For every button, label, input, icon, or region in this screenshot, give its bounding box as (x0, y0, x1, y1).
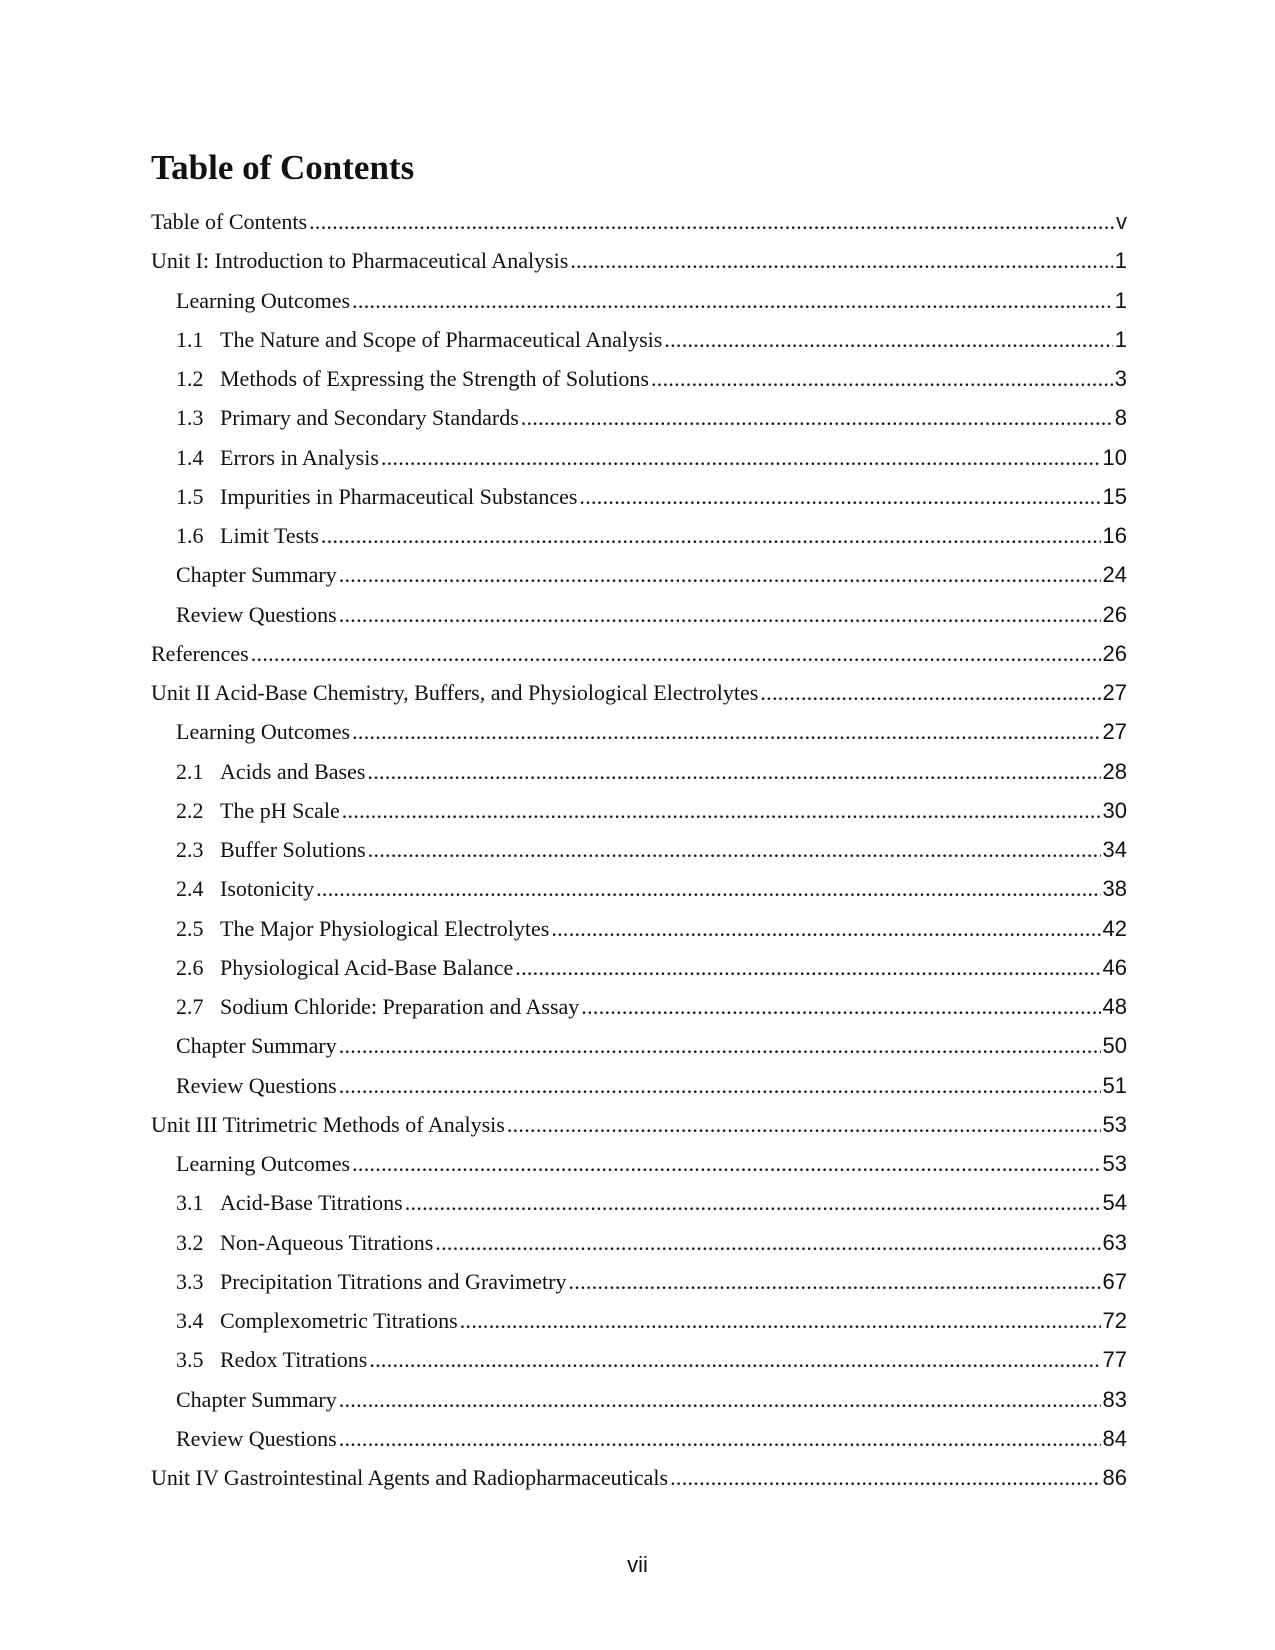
toc-entry-title: Redox Titrations (220, 1347, 368, 1373)
toc-entry-number: 1.5 (176, 483, 204, 509)
toc-entry-page: 38 (1102, 876, 1127, 902)
toc-entry-number: 2.6 (176, 954, 204, 980)
toc-entry-page: 53 (1102, 1111, 1127, 1137)
toc-entry-number: 3.5 (176, 1347, 204, 1373)
dot-leader (339, 602, 1101, 628)
toc-entry-title: Chapter Summary (176, 1033, 337, 1059)
toc-entry-page: 15 (1102, 483, 1127, 509)
toc-entry-number: 2.1 (176, 758, 204, 784)
toc-entry-title: Table of Contents (151, 209, 308, 234)
dot-leader (568, 1269, 1100, 1295)
toc-entry[interactable] (151, 1033, 1127, 1072)
toc-entry-title: Impurities in Pharmaceutical Substances (220, 483, 578, 509)
toc-entry[interactable] (151, 837, 1127, 876)
toc-entry-number: 2.7 (176, 994, 204, 1019)
dot-leader (352, 1151, 1100, 1177)
toc-entry-page: 46 (1102, 954, 1127, 980)
toc-entry-page: 1 (1114, 287, 1127, 313)
toc-entry-number: 1.4 (176, 444, 204, 470)
toc-entry-page: 86 (1102, 1465, 1127, 1490)
toc-entry-title: The pH Scale (220, 797, 340, 823)
toc-entry-number: 2.2 (176, 797, 204, 823)
toc-entry-title: Chapter Summary (176, 1386, 337, 1412)
page-title: Table of Contents (151, 148, 415, 187)
dot-leader (342, 798, 1101, 824)
dot-leader (339, 1033, 1101, 1059)
toc-entry-title: Acids and Bases (220, 758, 366, 784)
toc-entry[interactable] (151, 602, 1127, 641)
toc-entry[interactable] (151, 916, 1127, 955)
toc-entry-number: 3.3 (176, 1268, 204, 1294)
toc-entry-title: Review Questions (176, 1072, 337, 1098)
toc-entry-page: 8 (1114, 405, 1127, 431)
toc-entry-title: Chapter Summary (176, 562, 337, 588)
dot-leader (368, 837, 1101, 863)
toc-entry-page: v (1116, 209, 1127, 234)
toc-entry-title: Limit Tests (220, 523, 319, 548)
toc-entry[interactable] (151, 248, 1127, 287)
toc-entry-title: Review Questions (176, 1425, 337, 1451)
toc-entry[interactable] (151, 1347, 1127, 1386)
toc-entry-page: 83 (1102, 1386, 1127, 1412)
dot-leader (581, 994, 1100, 1020)
dot-leader (435, 1230, 1100, 1256)
toc-entry-title: Non-Aqueous Titrations (220, 1229, 434, 1255)
toc-entry[interactable] (151, 562, 1127, 601)
toc-entry[interactable] (151, 994, 1127, 1033)
dot-leader (381, 445, 1101, 471)
toc-entry-page: 84 (1102, 1425, 1127, 1451)
toc-entry-number: 1.6 (176, 523, 204, 548)
toc-entry[interactable] (151, 445, 1127, 484)
dot-leader (352, 719, 1100, 745)
toc-entry-page: 77 (1102, 1347, 1127, 1373)
toc-entry-page: 34 (1102, 837, 1127, 862)
dot-leader (460, 1308, 1101, 1334)
toc-entry-page: 48 (1102, 994, 1127, 1019)
dot-leader (339, 1073, 1101, 1099)
toc-entry[interactable] (151, 876, 1127, 915)
toc-entry-number: 2.5 (176, 915, 204, 941)
toc-entry[interactable] (151, 1073, 1127, 1112)
dot-leader (521, 405, 1113, 431)
toc-entry[interactable] (151, 1387, 1127, 1426)
dot-leader (316, 876, 1100, 902)
dot-leader (369, 1347, 1100, 1373)
toc-entry-number: 1.1 (176, 326, 204, 352)
dot-leader (321, 523, 1101, 549)
toc-entry-page: 27 (1102, 680, 1127, 705)
toc-entry[interactable] (151, 1465, 1127, 1504)
toc-entry-number: 2.3 (176, 837, 204, 862)
dot-leader (664, 327, 1112, 353)
toc-entry[interactable] (151, 759, 1127, 798)
toc-entry-title: Buffer Solutions (220, 837, 366, 862)
dot-leader (309, 209, 1114, 235)
toc-entry-title: Physiological Acid-Base Balance (220, 954, 514, 980)
toc-entry[interactable] (151, 1269, 1127, 1308)
toc-entry[interactable] (151, 327, 1127, 366)
toc-entry-page: 30 (1102, 797, 1127, 823)
toc-entry-page: 54 (1102, 1190, 1127, 1216)
toc-entry[interactable] (151, 405, 1127, 444)
toc-entry-page: 50 (1102, 1033, 1127, 1059)
toc-entry-number: 1.3 (176, 405, 204, 431)
toc-entry-page: 51 (1102, 1072, 1127, 1098)
toc-entry-page: 26 (1102, 640, 1127, 666)
toc-entry[interactable] (151, 209, 1127, 248)
toc-entry-page: 28 (1102, 758, 1127, 784)
dot-leader (670, 1465, 1100, 1491)
toc-entry[interactable] (151, 1230, 1127, 1269)
toc-entry-page: 24 (1102, 562, 1127, 588)
toc-entry-title: Review Questions (176, 601, 337, 627)
toc-entry[interactable] (151, 523, 1127, 562)
toc-entry[interactable] (151, 1426, 1127, 1465)
dot-leader (570, 248, 1112, 274)
toc-entry-title: References (151, 640, 249, 666)
toc-entry-title: Unit II Acid-Base Chemistry, Buffers, and Physiological Electrolytes (151, 680, 759, 705)
toc-entry-title: Primary and Secondary Standards (220, 405, 519, 431)
dot-leader (405, 1190, 1101, 1216)
toc-entry-title: Unit IV Gastrointestinal Agents and Radiopharmaceuticals (151, 1465, 669, 1490)
toc-entry[interactable] (151, 641, 1127, 680)
toc-entry-title: Methods of Expressing the Strength of Solutions (220, 366, 649, 391)
toc-entry-title: Sodium Chloride: Preparation and Assay (220, 994, 580, 1019)
toc-entry-number: 3.1 (176, 1190, 204, 1216)
toc-entry-page: 3 (1114, 366, 1127, 391)
toc-entry[interactable] (151, 1190, 1127, 1229)
toc-entry[interactable] (151, 1112, 1127, 1151)
toc-entry-page: 67 (1102, 1268, 1127, 1294)
dot-leader (339, 1387, 1101, 1413)
toc-entry-page: 10 (1102, 444, 1127, 470)
toc-entry[interactable] (151, 1151, 1127, 1190)
toc-entry-title: Learning Outcomes (176, 1151, 351, 1176)
dot-leader (579, 484, 1100, 510)
toc-entry-title: Learning Outcomes (176, 287, 351, 313)
toc-entry[interactable] (151, 719, 1127, 758)
toc-entry-page: 16 (1102, 523, 1127, 548)
toc-entry-number: 3.4 (176, 1308, 204, 1333)
toc-entry-number: 1.2 (176, 366, 204, 391)
toc-entry-page: 53 (1102, 1151, 1127, 1176)
toc-entry-page: 63 (1102, 1229, 1127, 1255)
dot-leader (251, 641, 1101, 667)
dot-leader (760, 680, 1100, 706)
dot-leader (367, 759, 1100, 785)
toc-entry-title: Precipitation Titrations and Gravimetry (220, 1268, 567, 1294)
page-number: vii (627, 1552, 648, 1577)
toc-entry-number: 3.2 (176, 1229, 204, 1255)
toc-entry[interactable] (151, 680, 1127, 719)
toc-entry[interactable] (151, 366, 1127, 405)
toc-entry-title: Learning Outcomes (176, 719, 351, 745)
dot-leader (352, 288, 1113, 314)
toc-entry[interactable] (151, 955, 1127, 994)
toc-list (151, 209, 1127, 1504)
toc-entry[interactable] (151, 484, 1127, 523)
dot-leader (507, 1112, 1101, 1138)
toc-entry-page: 27 (1102, 719, 1127, 745)
toc-entry-number: 2.4 (176, 876, 204, 902)
dot-leader (339, 562, 1101, 588)
toc-entry-title: Errors in Analysis (220, 444, 379, 470)
dot-leader (515, 955, 1100, 981)
toc-entry[interactable] (151, 1308, 1127, 1347)
toc-entry-title: Acid-Base Titrations (220, 1190, 403, 1216)
dot-leader (339, 1426, 1101, 1452)
toc-entry-title: The Major Physiological Electrolytes (220, 915, 550, 941)
toc-entry-title: Isotonicity (220, 876, 315, 902)
dot-leader (551, 916, 1100, 942)
toc-entry-title: The Nature and Scope of Pharmaceutical Analysis (220, 326, 663, 352)
toc-entry-title: Complexometric Titrations (220, 1308, 458, 1333)
toc-entry-page: 1 (1114, 326, 1127, 352)
toc-entry-page: 72 (1102, 1308, 1127, 1333)
toc-entry-title: Unit III Titrimetric Methods of Analysis (151, 1111, 505, 1137)
toc-entry-page: 26 (1102, 601, 1127, 627)
toc-entry-title: Unit I: Introduction to Pharmaceutical Analysis (151, 248, 569, 274)
toc-entry[interactable] (151, 798, 1127, 837)
dot-leader (651, 366, 1113, 392)
toc-entry-page: 1 (1114, 248, 1127, 274)
toc-entry-page: 42 (1102, 915, 1127, 941)
toc-entry[interactable] (151, 288, 1127, 327)
